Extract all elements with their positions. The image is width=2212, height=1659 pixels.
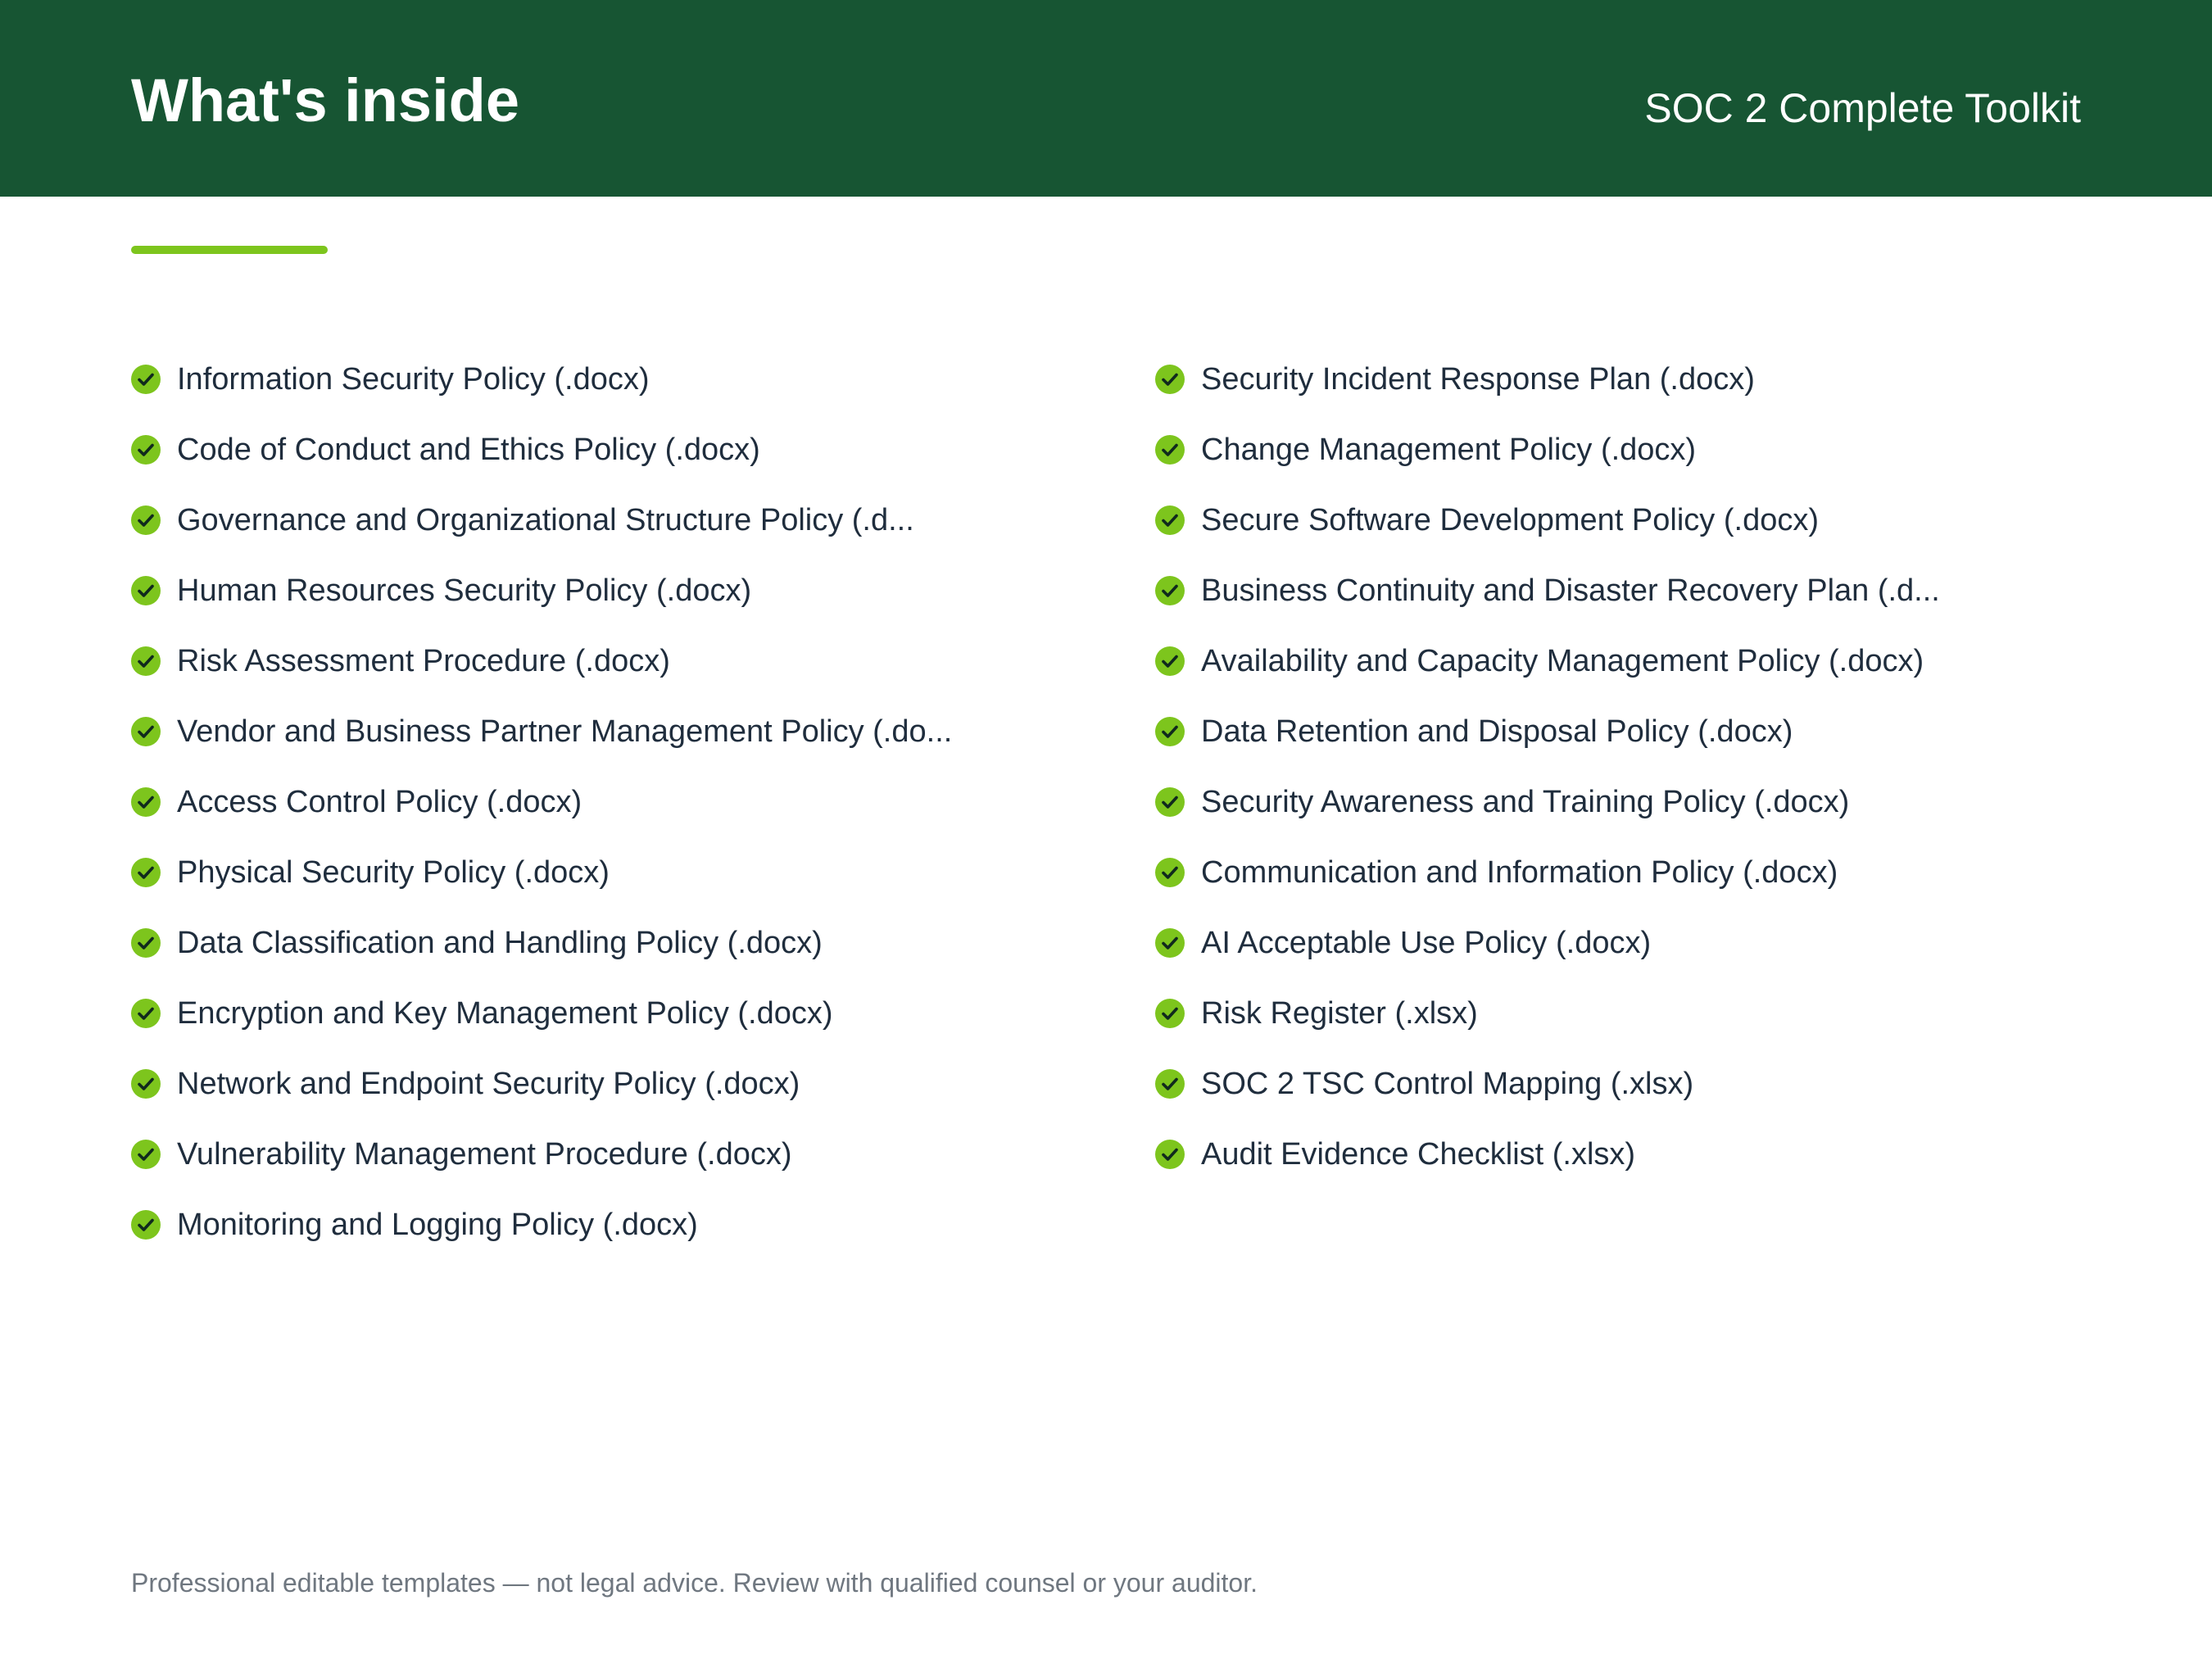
list-item	[1155, 978, 2155, 1049]
list-item-label: Risk Register (.xlsx)	[1201, 996, 1478, 1031]
list-item	[1155, 696, 2155, 767]
list-item	[1155, 1119, 2155, 1190]
right-file-list	[1155, 344, 2155, 1190]
list-item-label: Human Resources Security Policy (.docx)	[177, 573, 752, 608]
check-circle-icon	[1155, 576, 1185, 605]
check-circle-icon	[1155, 1140, 1185, 1169]
list-item	[131, 837, 1131, 908]
list-item-label: Communication and Information Policy (.docx)	[1201, 855, 1838, 890]
list-item-label: Information Security Policy (.docx)	[177, 362, 650, 397]
check-circle-icon	[131, 1140, 161, 1169]
list-item-label: Vendor and Business Partner Management Policy (.do...	[177, 714, 953, 749]
check-circle-icon	[1155, 787, 1185, 817]
list-item-label: Audit Evidence Checklist (.xlsx)	[1201, 1137, 1636, 1172]
list-item	[1155, 344, 2155, 415]
check-circle-icon	[131, 1069, 161, 1099]
footer-disclaimer: Professional editable templates — not legal advice. Review with qualified counsel or your auditor.	[131, 1568, 1258, 1598]
list-item	[131, 696, 1131, 767]
list-item-label: Vulnerability Management Procedure (.docx)	[177, 1137, 792, 1172]
list-item	[1155, 837, 2155, 908]
page-title: What's inside	[131, 66, 519, 134]
check-circle-icon	[131, 505, 161, 535]
list-item	[1155, 485, 2155, 555]
list-item	[131, 1119, 1131, 1190]
check-circle-icon	[131, 435, 161, 465]
list-item	[131, 1049, 1131, 1119]
check-circle-icon	[1155, 858, 1185, 887]
list-item-label: Data Classification and Handling Policy (.docx)	[177, 926, 823, 960]
check-circle-icon	[131, 646, 161, 676]
list-item	[1155, 415, 2155, 485]
check-circle-icon	[1155, 365, 1185, 394]
list-item-label: Security Incident Response Plan (.docx)	[1201, 362, 1755, 397]
list-item-label: SOC 2 TSC Control Mapping (.xlsx)	[1201, 1067, 1694, 1101]
list-item-label: Code of Conduct and Ethics Policy (.docx)	[177, 433, 760, 467]
check-circle-icon	[131, 928, 161, 958]
accent-bar	[131, 246, 328, 254]
check-circle-icon	[131, 787, 161, 817]
list-item	[131, 908, 1131, 978]
list-item	[131, 344, 1131, 415]
check-circle-icon	[1155, 505, 1185, 535]
check-circle-icon	[131, 858, 161, 887]
list-item-label: Monitoring and Logging Policy (.docx)	[177, 1208, 698, 1242]
list-item-label: Change Management Policy (.docx)	[1201, 433, 1697, 467]
list-item	[131, 555, 1131, 626]
list-item	[1155, 1049, 2155, 1119]
list-item	[131, 415, 1131, 485]
header-banner	[0, 0, 2212, 197]
list-item-label: Risk Assessment Procedure (.docx)	[177, 644, 670, 678]
check-circle-icon	[1155, 435, 1185, 465]
check-circle-icon	[1155, 928, 1185, 958]
list-item	[1155, 555, 2155, 626]
list-item-label: Data Retention and Disposal Policy (.docx)	[1201, 714, 1793, 749]
list-item	[1155, 767, 2155, 837]
list-item-label: Governance and Organizational Structure Policy (.d...	[177, 503, 914, 537]
list-item	[1155, 908, 2155, 978]
list-item-label: Secure Software Development Policy (.docx)	[1201, 503, 1819, 537]
list-item-label: Network and Endpoint Security Policy (.docx)	[177, 1067, 800, 1101]
check-circle-icon	[1155, 646, 1185, 676]
check-circle-icon	[131, 576, 161, 605]
list-item	[131, 626, 1131, 696]
check-circle-icon	[131, 999, 161, 1028]
list-item-label: Physical Security Policy (.docx)	[177, 855, 610, 890]
check-circle-icon	[1155, 1069, 1185, 1099]
list-item	[131, 767, 1131, 837]
list-item	[131, 485, 1131, 555]
list-item-label: Encryption and Key Management Policy (.docx)	[177, 996, 833, 1031]
list-item-label: Business Continuity and Disaster Recovery Plan (.d...	[1201, 573, 1940, 608]
list-item-label: AI Acceptable Use Policy (.docx)	[1201, 926, 1652, 960]
list-item	[131, 1190, 1131, 1260]
list-item	[1155, 626, 2155, 696]
check-circle-icon	[1155, 717, 1185, 746]
toolkit-name: SOC 2 Complete Toolkit	[1644, 85, 2081, 131]
list-item	[131, 978, 1131, 1049]
list-item-label: Availability and Capacity Management Policy (.docx)	[1201, 644, 1924, 678]
list-item-label: Security Awareness and Training Policy (.docx)	[1201, 785, 1850, 819]
check-circle-icon	[131, 717, 161, 746]
list-item-label: Access Control Policy (.docx)	[177, 785, 582, 819]
check-circle-icon	[131, 365, 161, 394]
left-file-list	[131, 344, 1131, 1260]
check-circle-icon	[1155, 999, 1185, 1028]
check-circle-icon	[131, 1210, 161, 1240]
